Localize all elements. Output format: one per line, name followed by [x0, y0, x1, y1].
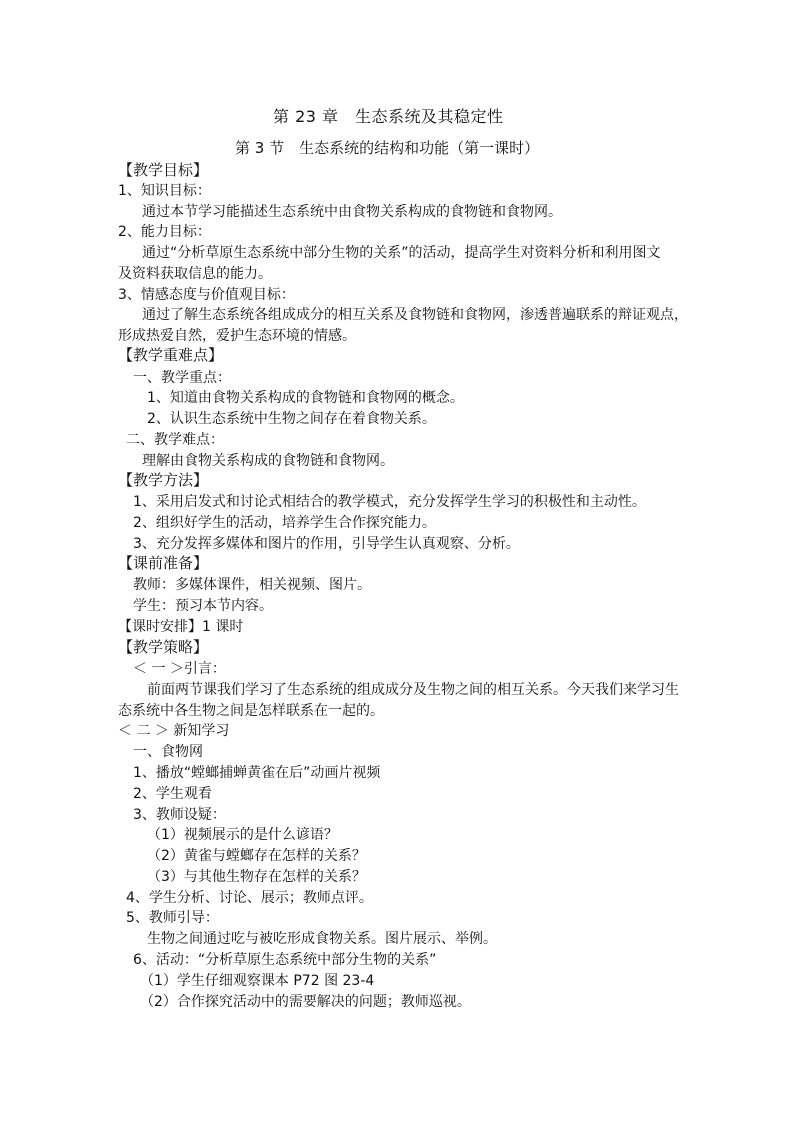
text-line: 学生：预习本节内容。 [133, 598, 273, 614]
text-line: 1、知道由食物关系构成的食物链和食物网的概念。 [147, 390, 464, 406]
heading-objectives: 【教学目标】 [118, 161, 209, 179]
text-line: 2、能力目标： [118, 224, 211, 240]
text-line: 教师：多媒体课件，相关视频、图片。 [133, 577, 371, 593]
text-line: 前面两节课我们学习了生态系统的组成成分及生物之间的相互关系。今天我们来学习生 [147, 682, 679, 698]
text-line: 二、教学难点： [126, 432, 224, 448]
text-line: 形成热爱自然，爱护生态环境的情感。 [118, 328, 356, 344]
text-line: 生物之间通过吃与被吃形成食物关系。图片展示、举例。 [147, 931, 497, 947]
text-line: 3、教师设疑： [133, 807, 226, 823]
heading-methods: 【教学方法】 [118, 471, 209, 489]
text-line: 及资料获取信息的能力。 [118, 266, 272, 282]
section-title: 第 3 节 生态系统的结构和功能（第一课时） [235, 139, 540, 157]
text-line: （1）学生仔细观察课本 P72 图 23-4 [140, 973, 375, 989]
heading-strategy: 【教学策略】 [118, 638, 209, 656]
heading-preparation: 【课前准备】 [118, 554, 209, 572]
text-line: （2）合作探究活动中的需要解决的问题；教师巡视。 [140, 994, 471, 1010]
text-line: 5、教师引导： [126, 910, 219, 926]
heading-schedule: 【课时安排】1 课时 [118, 619, 244, 635]
text-line: 3、充分发挥多媒体和图片的作用，引导学生认真观察、分析。 [133, 536, 520, 552]
text-line: （3）与其他生物存在怎样的关系？ [147, 869, 366, 885]
heading-key-points: 【教学重难点】 [118, 346, 224, 364]
text-line: 4、学生分析、讨论、展示；教师点评。 [126, 890, 373, 906]
text-line: 通过“分析草原生态系统中部分生物的关系”的活动，提高学生对资料分析和利用图文 [142, 245, 661, 261]
text-line: 1、播放“螳螂捕蝉黄雀在后”动画片视频 [133, 765, 381, 781]
text-line: （2）黄雀与螳螂存在怎样的关系？ [147, 848, 366, 864]
text-line: 2、组织好学生的活动，培养学生合作探究能力。 [133, 515, 436, 531]
text-line: 一、食物网 [133, 744, 203, 760]
text-line: （1）视频展示的是什么谚语？ [147, 827, 338, 843]
text-line: 理解由食物关系构成的食物链和食物网。 [142, 453, 394, 469]
text-line: 通过了解生态系统各组成成分的相互关系及食物链和食物网，渗透普遍联系的辩证观点， [142, 307, 688, 323]
text-line: 1、知识目标： [118, 183, 211, 199]
text-line: 通过本节学习能描述生态系统中由食物关系构成的食物链和食物网。 [142, 204, 562, 220]
text-line: 1、采用启发式和讨论式相结合的教学模式，充分发挥学生学习的积极性和主动性。 [133, 494, 646, 510]
text-line: ＜ 二 ＞ 新知学习 [118, 723, 230, 739]
text-line: 一、教学重点： [133, 370, 231, 386]
text-line: ＜ 一 ＞引言： [133, 661, 226, 677]
chapter-title: 第 23 章 生态系统及其稳定性 [273, 107, 504, 126]
text-line: 2、认识生态系统中生物之间存在着食物关系。 [147, 411, 436, 427]
text-line: 3、情感态度与价值观目标： [118, 287, 295, 303]
text-line: 6、活动：“分析草原生态系统中部分生物的关系” [133, 952, 437, 968]
text-line: 2、学生观看 [133, 786, 212, 802]
text-line: 态系统中各生物之间是怎样联系在一起的。 [118, 703, 384, 719]
